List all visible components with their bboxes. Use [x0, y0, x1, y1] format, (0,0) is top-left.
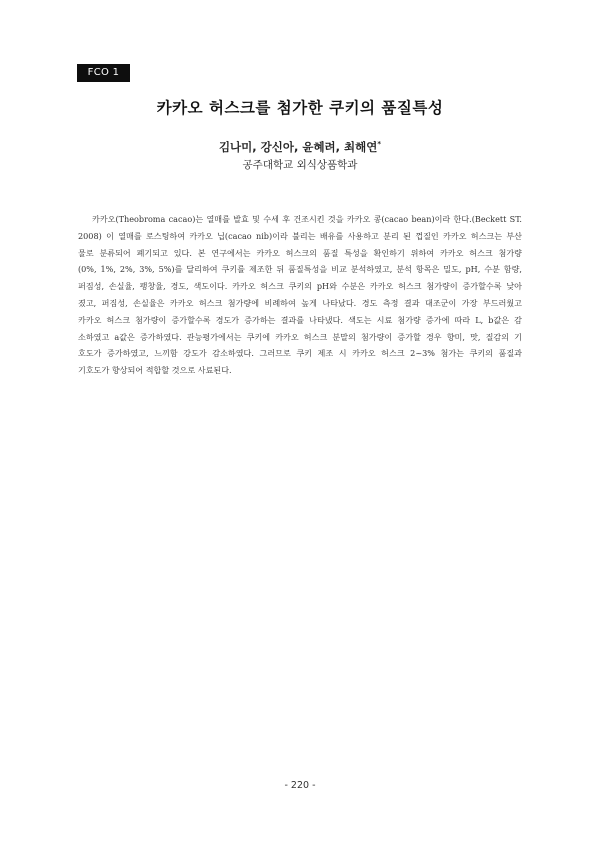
- abstract-line: 소하였고 a값은 증가하였다. 관능평가에서는 쿠키에 카카오 허스크 분말의 첨가량이 증가할 경우 향미, 맛, 질감의 기: [78, 331, 522, 342]
- author-names: 김나미, 강신아, 윤혜려, 최해연: [218, 140, 378, 154]
- abstract-line: 기호도가 향상되어 적합할 것으로 사료된다.: [78, 365, 232, 376]
- author-list: [0, 139, 600, 155]
- abstract-line: 2008) 이 열매를 로스팅하여 카카오 닙(cacao nib)이라 불리는 배유를 사용하고 분리 된 껍질인 카카오 허스크는 부산: [78, 230, 522, 241]
- abstract-line: 퍼짐성, 손실율, 팽창율, 경도, 색도이다. 카카오 허스크 쿠키의 pH와 수분은 카카오 허스크 첨가량이 증가할수록 낮아: [78, 281, 522, 292]
- abstract-line: 졌고, 퍼짐성, 손실율은 카카오 허스크 첨가량에 비례하여 높게 나타났다. 경도 측정 결과 대조군이 가장 부드러웠고: [78, 297, 522, 308]
- abstract-line: 카카오(Theobroma cacao)는 열매를 발효 및 수세 후 건조시킨 것을 카카오 콩(cacao bean)이라 한다.(Beckett ST.: [92, 214, 522, 224]
- abstract-line: 물로 분류되어 폐기되고 있다. 본 연구에서는 카카오 허스크의 품질 특성을 확인하기 위하여 카카오 허스크 첨가량: [78, 247, 522, 258]
- affiliation: 공주대학교 외식상품학과: [242, 159, 358, 171]
- abstract-line: (0%, 1%, 2%, 3%, 5%)를 달리하여 쿠키를 제조한 뒤 품질특성을 비교 분석하였고, 분석 항목은 밀도, pH, 수분 함량,: [78, 264, 522, 275]
- page-number: - 220 -: [284, 780, 316, 791]
- abstract-line: 카카오 허스크 첨가량이 증가할수록 경도가 증가하는 결과를 나타냈다. 색도는 시료 첨가량 증가에 따라 L, b값은 감: [78, 314, 522, 325]
- abstract-line: 호도가 증가하였고, 느끼함 강도가 감소하였다. 그러므로 쿠키 제조 시 카카오 허스크 2~3% 첨가는 쿠키의 품질과: [78, 348, 522, 359]
- abstract: [78, 211, 522, 379]
- session-badge: FCO 1: [77, 64, 130, 82]
- paper-title: 카카오 허스크를 첨가한 쿠키의 품질특성: [156, 99, 444, 117]
- corresponding-author-mark: *: [377, 140, 382, 149]
